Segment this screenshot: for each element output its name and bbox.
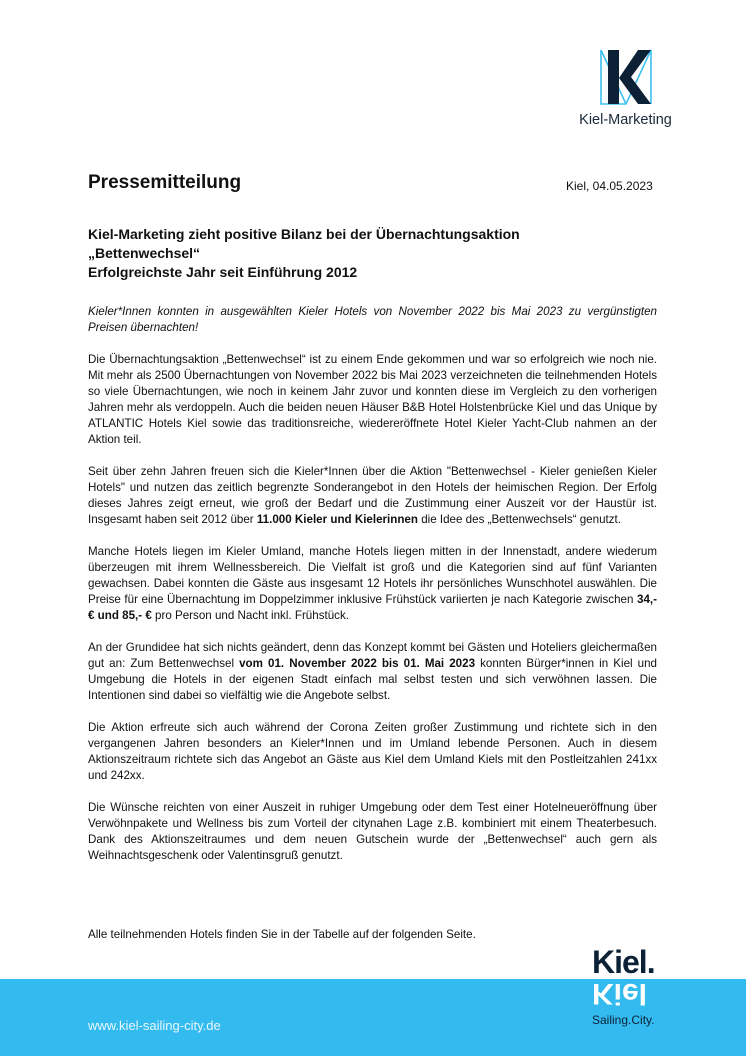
text: Manche Hotels liegen im Kieler Umland, manche Hotels liegen mitten in der Innenstadt, andere wiederum überzeugen mit ihrem Wellnessbereich. Die Vielfalt ist groß und die Kategorien sind auf fünf Varianten gewachsen. Dabei konnten die Gäste aus insgesamt 12 Hotels ihr persönliches Wunschhotel auswählen. Die Preise für eine Übernachtung im Doppelzimmer inklusive Frühstück variierten je nach Kategorie zwischen <box>88 545 657 606</box>
paragraph <box>88 464 657 528</box>
paragraph: Die Wünsche reichten von einer Auszeit in ruhiger Umgebung oder dem Test einer Hotelneueröffnung über Verwöhnpakete und Wellness bis zum Vorteil der citynahen Lage z.B. kombiniert mit einem Theaterbesuch. Dank des Aktionszeitraumes und dem neuen Gutschein wurde der „Bettenwechsel“ auch gern als Weihnachtsgeschenk oder Valentinsgruß genutzt. <box>88 801 657 862</box>
brand-tagline: Sailing.City. <box>592 1013 655 1027</box>
kiel-sailing-city-logo <box>592 946 682 1027</box>
logo-text: Kiel-Marketing <box>579 112 672 128</box>
paragraph <box>88 544 657 624</box>
paragraph: Die Übernachtungsaktion „Bettenwechsel“ ist zu einem Ende gekommen und war so erfolgreich wie noch nie. Mit mehr als 2500 Übernachtungen von November 2022 bis Mai 2023 verzeichneten die teilnehmenden Hotels so viele Übernachtungen, wie noch in keinem Jahr zuvor und konnten diese im Vergleich zu den vorherigen Jahren mehr als verdoppeln. Auch die beiden neuen Häuser B&B Hotel Holstenbrücke Kiel und das Unique by ATLANTIC Hotels Kiel sowie das traditionsreiche, wiedereröffnete Hotel Kieler Yacht-Club nahmen an der Aktion teil. <box>88 353 657 446</box>
body-text <box>88 304 657 880</box>
paragraph: Die Aktion erfreute sich auch während der Corona Zeiten großer Zustimmung und richtete sich in den vergangenen Jahren besonders an Kieler*Innen und im Umland lebende Personen. Auch in diesem Aktionszeitraum richtete sich das Angebot an Gäste aus Kiel dem Umland Kiels mit den Postleitzahlen 241xx und 242xx. <box>88 721 657 782</box>
headline-line: Kiel-Marketing zieht positive Bilanz bei der Übernachtungsaktion <box>88 226 520 242</box>
headline-line: „Bettenwechsel“ <box>88 245 201 261</box>
bold-text: 11.000 Kieler und Kielerinnen <box>256 513 418 526</box>
text: pro Person und Nacht inkl. Frühstück. <box>151 609 349 622</box>
k-logo-icon <box>598 48 654 106</box>
footnote: Alle teilnehmenden Hotels finden Sie in der Tabelle auf der folgenden Seite. <box>88 928 476 941</box>
headline-line: Erfolgreichste Jahr seit Einführung 2012 <box>88 264 358 280</box>
bold-text: 34,- € und 85,- € <box>88 593 657 622</box>
date: Kiel, 04.05.2023 <box>566 179 653 193</box>
headline <box>88 225 668 282</box>
intro: Kieler*Innen konnten in ausgewählten Kieler Hotels von November 2022 bis Mai 2023 zu vergünstigten Preisen übernachten! <box>88 305 657 334</box>
text: Seit über zehn Jahren freuen sich die Kieler*Innen über die Aktion "Bettenwechsel - Kieler genießen Kieler Hotels" und nutzen das zeitlich begrenzte Sonderangebot in den Hotels der heimischen Region. Der Erfolg dieses Jahres zeigt erneut, wie groß der Bedarf und die Zustimmung einer Auszeit vor der Haustür ist. Insgesamt haben seit 2012 über <box>88 465 657 526</box>
text: die Idee des „Bettenwechsels“ genutzt. <box>417 513 621 526</box>
text: An der Grundidee hat sich nichts geändert, denn das Konzept kommt bei Gästen und Hoteliers gleichermaßen gut an: Zum Bettenwechsel <box>88 641 657 670</box>
text: konnten Bürger*innen in Kiel und Umgebung die Hotels in der eigenen Stadt einfach mal selbst testen und sich verwöhnen lassen. Die Intentionen sind dabei so vielfältig wie die Angebote selbst. <box>88 657 658 702</box>
website-link[interactable]: www.kiel-sailing-city.de <box>88 1018 221 1033</box>
brand-mirror: Kiel <box>592 977 648 1010</box>
kiel-marketing-logo <box>563 48 688 128</box>
page-title: Pressemitteilung <box>88 172 242 193</box>
bold-text: vom 01. November 2022 bis 01. Mai 2023 <box>239 657 476 670</box>
paragraph <box>88 640 657 704</box>
brand-top: Kiel. <box>592 944 655 980</box>
